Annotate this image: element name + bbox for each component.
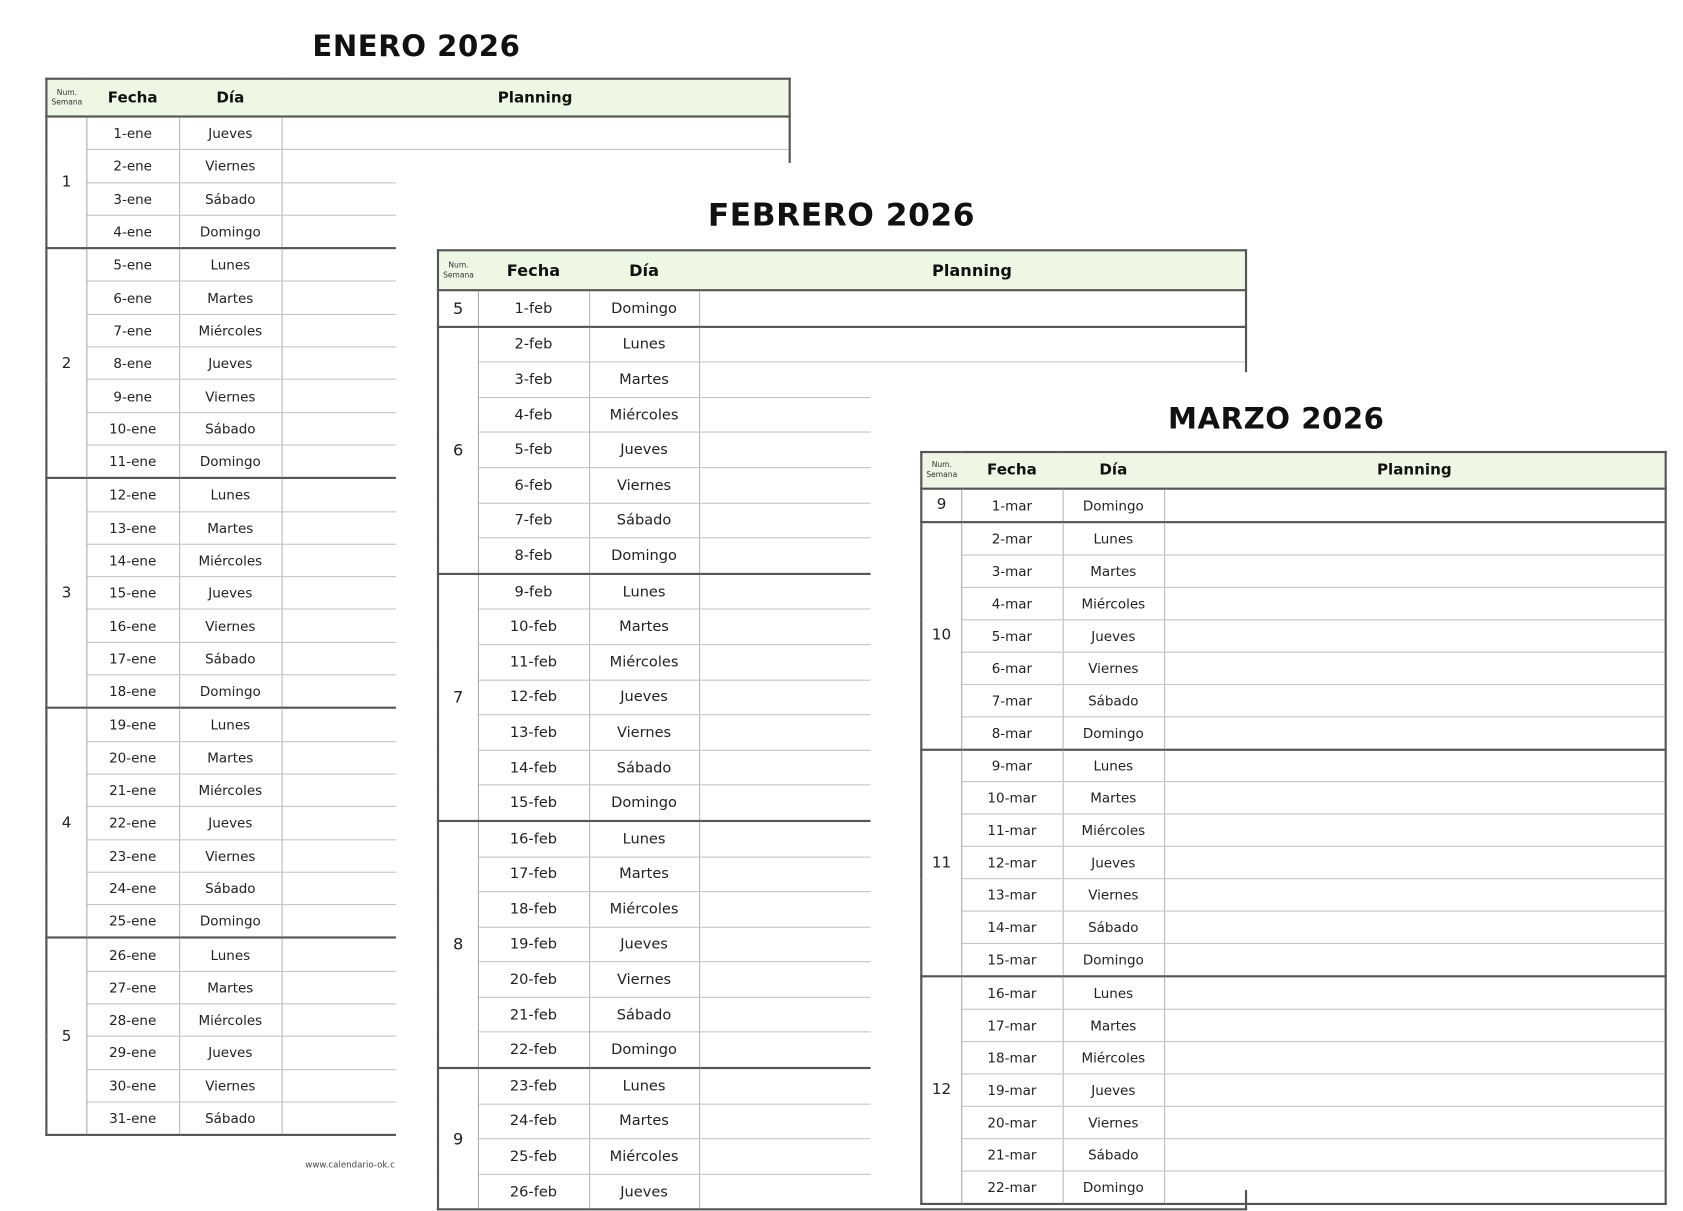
day-cell: Sábado: [589, 750, 699, 785]
week-number: 1: [46, 117, 86, 249]
day-cell: Viernes: [179, 1069, 281, 1102]
day-cell: Miércoles: [1063, 1042, 1164, 1074]
date-cell: 1-ene: [86, 117, 179, 150]
day-cell: Sábado: [589, 503, 699, 538]
planning-cell[interactable]: [1164, 1138, 1666, 1170]
date-cell: 11-feb: [478, 645, 589, 680]
table-row: [921, 976, 1665, 1009]
day-cell: Sábado: [179, 1102, 281, 1135]
table-row: [921, 911, 1665, 943]
month-title: MARZO 2026: [1167, 402, 1385, 436]
date-cell: 18-ene: [86, 675, 179, 708]
day-cell: Miércoles: [179, 1004, 281, 1037]
day-cell: Domingo: [589, 538, 699, 574]
day-cell: Domingo: [179, 905, 281, 938]
planning-cell[interactable]: [1164, 782, 1666, 814]
date-cell: 20-ene: [86, 741, 179, 774]
date-cell: 10-feb: [478, 609, 589, 644]
table-row: [921, 1009, 1665, 1041]
day-cell: Viernes: [589, 715, 699, 750]
planning-cell[interactable]: [1164, 944, 1666, 977]
planning-cell[interactable]: [1164, 684, 1666, 716]
day-cell: Domingo: [589, 290, 699, 326]
col-header-planning: Planning: [699, 250, 1246, 290]
day-cell: Jueves: [1063, 620, 1164, 652]
date-cell: 9-ene: [86, 380, 179, 413]
day-cell: Miércoles: [1063, 587, 1164, 619]
date-cell: 6-ene: [86, 282, 179, 315]
date-cell: 19-ene: [86, 708, 179, 741]
day-cell: Sábado: [589, 997, 699, 1032]
planning-cell[interactable]: [1164, 814, 1666, 846]
day-cell: Jueves: [589, 432, 699, 467]
header-row: [438, 250, 1246, 290]
date-cell: 9-feb: [478, 574, 589, 610]
day-cell: Miércoles: [179, 314, 281, 347]
date-cell: 26-feb: [478, 1174, 589, 1210]
date-cell: 6-mar: [961, 652, 1062, 684]
day-cell: Domingo: [589, 785, 699, 821]
day-cell: Lunes: [589, 574, 699, 610]
planning-cell[interactable]: [1164, 911, 1666, 943]
week-number: 7: [438, 574, 478, 821]
table-row: [921, 847, 1665, 879]
date-cell: 18-mar: [961, 1042, 1062, 1074]
date-cell: 4-feb: [478, 397, 589, 432]
day-cell: Sábado: [1063, 911, 1164, 943]
day-cell: Jueves: [589, 927, 699, 962]
day-cell: Miércoles: [1063, 814, 1164, 846]
date-cell: 17-mar: [961, 1009, 1062, 1041]
table-row: [921, 652, 1665, 684]
day-cell: Lunes: [179, 478, 281, 511]
day-cell: Miércoles: [589, 1139, 699, 1174]
month-title: ENERO 2026: [312, 30, 521, 64]
date-cell: 16-mar: [961, 976, 1062, 1009]
date-cell: 14-feb: [478, 750, 589, 785]
date-cell: 2-feb: [478, 326, 589, 362]
day-cell: Sábado: [1063, 684, 1164, 716]
planning-cell[interactable]: [1164, 522, 1666, 555]
col-header-day: Día: [179, 79, 281, 117]
date-cell: 28-ene: [86, 1004, 179, 1037]
table-row: [921, 620, 1665, 652]
date-cell: 15-mar: [961, 944, 1062, 977]
date-cell: 8-mar: [961, 716, 1062, 749]
day-cell: Viernes: [179, 839, 281, 872]
table-row: [921, 944, 1665, 977]
table-row: [921, 522, 1665, 555]
date-cell: 1-feb: [478, 290, 589, 326]
day-cell: Jueves: [179, 577, 281, 610]
date-cell: 11-mar: [961, 814, 1062, 846]
day-cell: Sábado: [179, 412, 281, 445]
date-cell: 4-ene: [86, 215, 179, 248]
week-number: 5: [438, 290, 478, 326]
date-cell: 2-mar: [961, 522, 1062, 555]
date-cell: 5-mar: [961, 620, 1062, 652]
date-cell: 14-mar: [961, 911, 1062, 943]
date-cell: 1-mar: [961, 489, 1062, 522]
date-cell: 23-feb: [478, 1068, 589, 1104]
date-cell: 3-mar: [961, 555, 1062, 587]
col-header-day: Día: [589, 250, 699, 290]
date-cell: 5-ene: [86, 248, 179, 281]
table-row: [921, 782, 1665, 814]
week-number: 9: [921, 489, 961, 522]
day-cell: Lunes: [179, 708, 281, 741]
day-cell: Lunes: [179, 248, 281, 281]
header-row: [46, 79, 789, 117]
planning-cell[interactable]: [1164, 555, 1666, 587]
day-cell: Viernes: [589, 468, 699, 503]
day-cell: Domingo: [179, 445, 281, 478]
date-cell: 21-feb: [478, 997, 589, 1032]
planning-cell[interactable]: [1164, 652, 1666, 684]
planning-cell[interactable]: [1164, 1171, 1666, 1204]
day-cell: Domingo: [179, 215, 281, 248]
day-cell: Domingo: [589, 1032, 699, 1068]
date-cell: 27-ene: [86, 971, 179, 1004]
day-cell: Miércoles: [589, 397, 699, 432]
date-cell: 15-feb: [478, 785, 589, 821]
planning-table-marzo: [920, 451, 1667, 1205]
day-cell: Martes: [179, 971, 281, 1004]
day-cell: Martes: [1063, 782, 1164, 814]
day-cell: Miércoles: [179, 544, 281, 577]
planning-cell[interactable]: [1164, 1009, 1666, 1041]
day-cell: Martes: [179, 511, 281, 544]
date-cell: 30-ene: [86, 1069, 179, 1102]
day-cell: Domingo: [179, 675, 281, 708]
day-cell: Lunes: [589, 1068, 699, 1104]
date-cell: 17-feb: [478, 857, 589, 892]
date-cell: 7-mar: [961, 684, 1062, 716]
date-cell: 25-ene: [86, 905, 179, 938]
col-header-week-cell: [438, 250, 478, 290]
date-cell: 3-ene: [86, 182, 179, 215]
date-cell: 29-ene: [86, 1037, 179, 1070]
day-cell: Jueves: [179, 807, 281, 840]
day-cell: Viernes: [1063, 879, 1164, 911]
date-cell: 22-feb: [478, 1032, 589, 1068]
table-row: [921, 1138, 1665, 1170]
table-row: [438, 290, 1246, 326]
day-cell: Miércoles: [589, 892, 699, 927]
date-cell: 12-mar: [961, 847, 1062, 879]
date-cell: 6-feb: [478, 468, 589, 503]
date-cell: 14-ene: [86, 544, 179, 577]
date-cell: 19-feb: [478, 927, 589, 962]
sheet-marzo: [871, 372, 1683, 1195]
date-cell: 13-feb: [478, 715, 589, 750]
day-cell: Jueves: [1063, 847, 1164, 879]
table-row: [921, 1106, 1665, 1138]
day-cell: Martes: [179, 282, 281, 315]
day-cell: Jueves: [179, 1037, 281, 1070]
col-header-week-cell: [921, 452, 961, 489]
table-row: [921, 814, 1665, 846]
date-cell: 12-feb: [478, 680, 589, 715]
date-cell: 25-feb: [478, 1139, 589, 1174]
day-cell: Domingo: [1063, 1171, 1164, 1204]
day-cell: Martes: [1063, 555, 1164, 587]
week-number: 2: [46, 248, 86, 478]
week-number: 10: [921, 522, 961, 749]
date-cell: 10-ene: [86, 412, 179, 445]
col-header-date: Fecha: [961, 452, 1062, 489]
day-cell: Martes: [589, 1104, 699, 1139]
date-cell: 17-ene: [86, 642, 179, 675]
day-cell: Jueves: [589, 1174, 699, 1210]
week-number: 6: [438, 326, 478, 573]
date-cell: 21-ene: [86, 774, 179, 807]
table-row: [921, 555, 1665, 587]
day-cell: Miércoles: [179, 774, 281, 807]
date-cell: 18-feb: [478, 892, 589, 927]
planning-cell[interactable]: [1164, 879, 1666, 911]
date-cell: 4-mar: [961, 587, 1062, 619]
date-cell: 22-ene: [86, 807, 179, 840]
date-cell: 20-feb: [478, 962, 589, 997]
date-cell: 2-ene: [86, 150, 179, 183]
week-number: 11: [921, 749, 961, 976]
day-cell: Jueves: [179, 347, 281, 380]
day-cell: Miércoles: [589, 645, 699, 680]
date-cell: 24-ene: [86, 872, 179, 905]
week-number: 9: [438, 1068, 478, 1210]
day-cell: Viernes: [179, 150, 281, 183]
month-title: FEBRERO 2026: [707, 196, 976, 234]
week-number: 5: [46, 938, 86, 1135]
header-row: [921, 452, 1665, 489]
table-row: [921, 587, 1665, 619]
col-header-day: Día: [1063, 452, 1164, 489]
day-cell: Martes: [589, 857, 699, 892]
day-cell: Domingo: [1063, 716, 1164, 749]
col-header-week: Num. Semana: [443, 260, 474, 279]
col-header-week: Num. Semana: [926, 460, 958, 479]
date-cell: 16-feb: [478, 821, 589, 857]
day-cell: Viernes: [1063, 1106, 1164, 1138]
date-cell: 7-ene: [86, 314, 179, 347]
planning-cell[interactable]: [1164, 587, 1666, 619]
date-cell: 9-mar: [961, 749, 1062, 782]
planning-cell[interactable]: [1164, 1042, 1666, 1074]
day-cell: Martes: [179, 741, 281, 774]
day-cell: Sábado: [179, 642, 281, 675]
day-cell: Domingo: [1063, 944, 1164, 977]
date-cell: 21-mar: [961, 1138, 1062, 1170]
week-number: 12: [921, 976, 961, 1203]
table-row: [921, 684, 1665, 716]
table-row: [921, 749, 1665, 782]
table-row: [921, 1171, 1665, 1204]
day-cell: Lunes: [179, 938, 281, 971]
day-cell: Lunes: [1063, 749, 1164, 782]
date-cell: 16-ene: [86, 609, 179, 642]
planning-cell[interactable]: [282, 117, 790, 150]
date-cell: 23-ene: [86, 839, 179, 872]
planning-cell[interactable]: [1164, 489, 1666, 522]
date-cell: 11-ene: [86, 445, 179, 478]
day-cell: Jueves: [179, 117, 281, 150]
date-cell: 12-ene: [86, 478, 179, 511]
planning-cell[interactable]: [699, 326, 1246, 362]
day-cell: Lunes: [1063, 522, 1164, 555]
col-header-week-cell: [46, 79, 86, 117]
day-cell: Lunes: [589, 821, 699, 857]
day-cell: Sábado: [179, 872, 281, 905]
day-cell: Sábado: [179, 182, 281, 215]
col-header-planning: Planning: [1164, 452, 1666, 489]
planning-cell[interactable]: [1164, 1106, 1666, 1138]
table-row: [46, 117, 789, 150]
date-cell: 24-feb: [478, 1104, 589, 1139]
planning-cell[interactable]: [1164, 1074, 1666, 1106]
date-cell: 15-ene: [86, 577, 179, 610]
day-cell: Martes: [589, 362, 699, 397]
week-number: 3: [46, 478, 86, 708]
planning-cell[interactable]: [1164, 716, 1666, 749]
day-cell: Lunes: [1063, 976, 1164, 1009]
table-row: [921, 716, 1665, 749]
week-number: 4: [46, 708, 86, 938]
date-cell: 13-ene: [86, 511, 179, 544]
date-cell: 13-mar: [961, 879, 1062, 911]
footer-url: www.calendario-ok.c: [305, 1159, 395, 1170]
planning-cell[interactable]: [699, 290, 1246, 326]
date-cell: 7-feb: [478, 503, 589, 538]
table-row: [921, 879, 1665, 911]
planning-cell[interactable]: [1164, 749, 1666, 782]
day-cell: Domingo: [1063, 489, 1164, 522]
table-row: [921, 1074, 1665, 1106]
day-cell: Martes: [589, 609, 699, 644]
date-cell: 3-feb: [478, 362, 589, 397]
day-cell: Martes: [1063, 1009, 1164, 1041]
day-cell: Jueves: [1063, 1074, 1164, 1106]
day-cell: Sábado: [1063, 1138, 1164, 1170]
day-cell: Viernes: [1063, 652, 1164, 684]
table-row: [921, 489, 1665, 522]
day-cell: Viernes: [179, 380, 281, 413]
col-header-planning: Planning: [282, 79, 790, 117]
planning-cell[interactable]: [1164, 976, 1666, 1009]
date-cell: 8-ene: [86, 347, 179, 380]
date-cell: 8-feb: [478, 538, 589, 574]
date-cell: 26-ene: [86, 938, 179, 971]
day-cell: Jueves: [589, 680, 699, 715]
date-cell: 20-mar: [961, 1106, 1062, 1138]
planning-cell[interactable]: [1164, 620, 1666, 652]
col-header-week: Num. Semana: [51, 87, 83, 107]
day-cell: Viernes: [179, 609, 281, 642]
col-header-date: Fecha: [478, 250, 589, 290]
week-number: 8: [438, 821, 478, 1068]
day-cell: Viernes: [589, 962, 699, 997]
day-cell: Lunes: [589, 326, 699, 362]
date-cell: 5-feb: [478, 432, 589, 467]
table-row: [438, 326, 1246, 362]
date-cell: 31-ene: [86, 1102, 179, 1135]
planning-cell[interactable]: [1164, 847, 1666, 879]
col-header-date: Fecha: [86, 79, 179, 117]
table-row: [921, 1042, 1665, 1074]
date-cell: 22-mar: [961, 1171, 1062, 1204]
date-cell: 19-mar: [961, 1074, 1062, 1106]
date-cell: 10-mar: [961, 782, 1062, 814]
